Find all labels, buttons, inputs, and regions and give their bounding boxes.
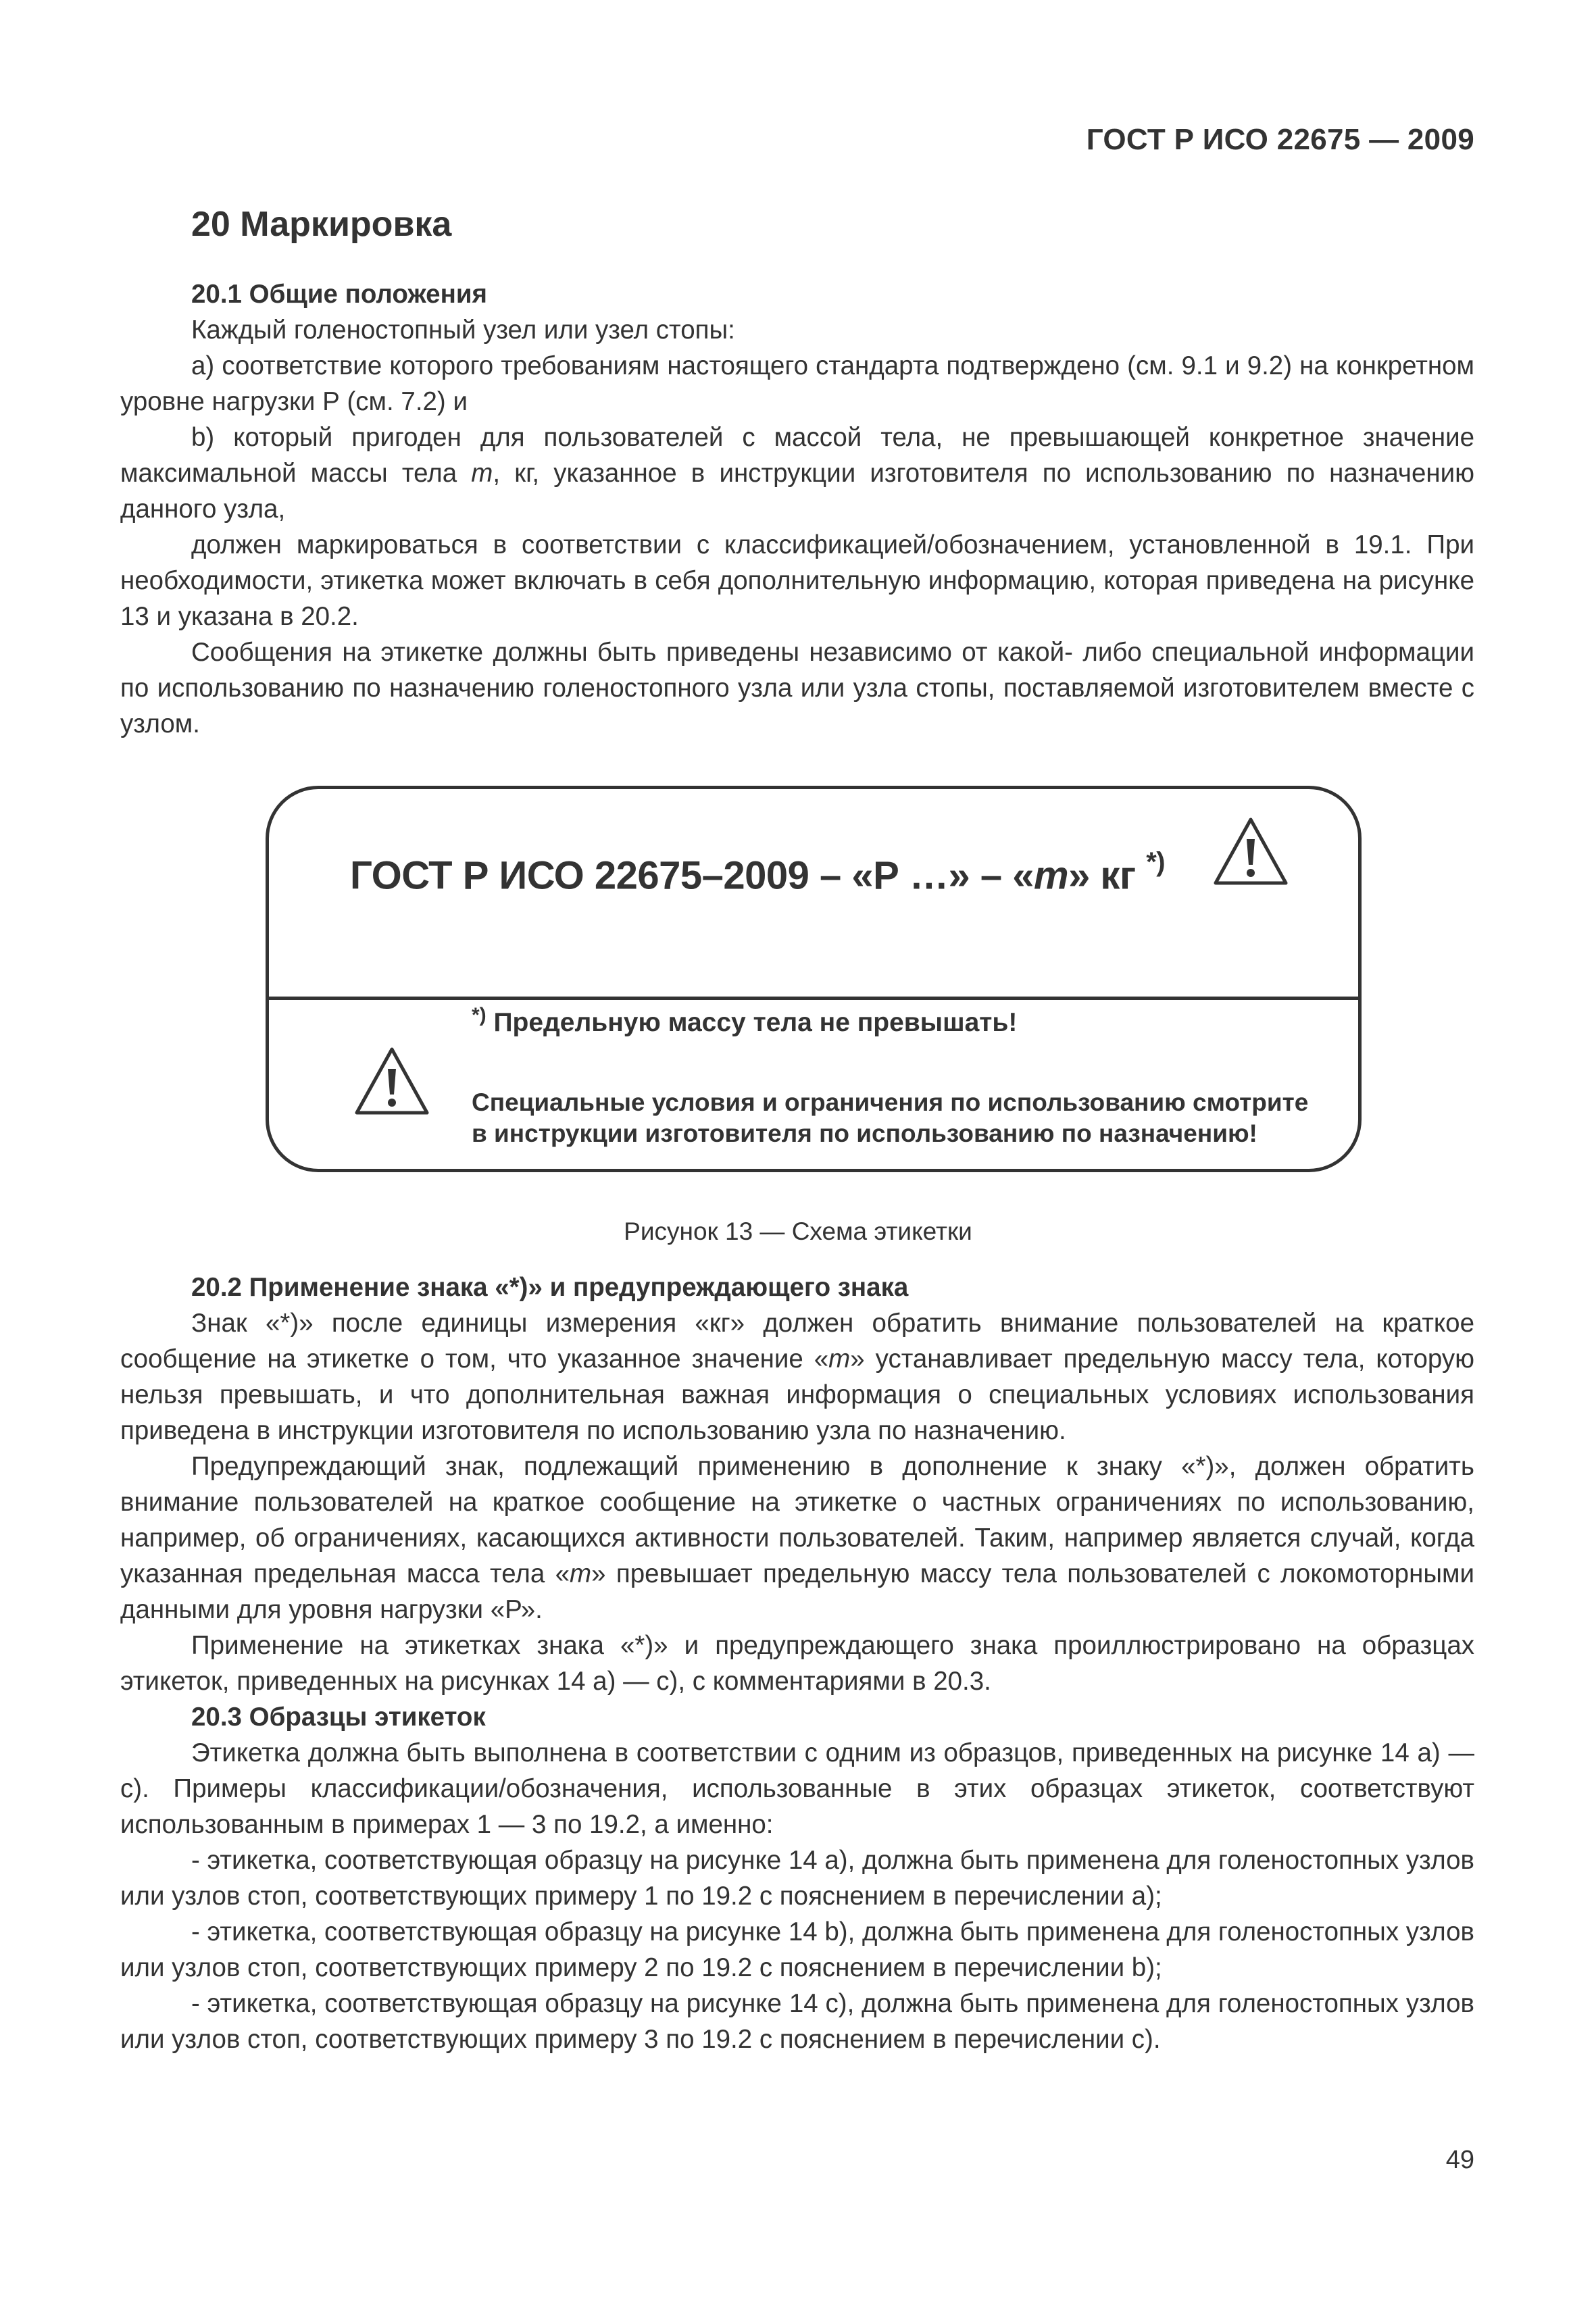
text-run: Предельную массу тела не превышать!: [486, 1008, 1018, 1037]
subsection-heading-20-2: 20.2 Применение знака «*)» и предупреждающего знака: [191, 1273, 909, 1302]
italic-m: m: [471, 459, 493, 488]
figure-caption: Рисунок 13 — Схема этикетки: [624, 1217, 972, 1245]
text-run: , кг, указанное в инструкции изготовителя по использованию по назначению данного узла,: [120, 459, 1474, 524]
text-line: в инструкции изготовителя по использованию по назначению!: [472, 1120, 1257, 1147]
document-header: ГОСТ Р ИСО 22675 — 2009: [1086, 123, 1474, 156]
section-title: 20 Маркировка: [191, 205, 452, 244]
text-run: ГОСТ Р ИСО 22675–2009 – «Р …» – «: [350, 853, 1034, 898]
italic-m: m: [570, 1559, 592, 1588]
section-20-2-20-3: [120, 1269, 1474, 2057]
paragraph: [120, 1305, 1474, 1449]
text-run: » превышает предельную массу тела пользователей с локомоторными данными для уровня нагрузки «Р».: [120, 1559, 1474, 1624]
subsection-heading-20-3: 20.3 Образцы этикеток: [191, 1703, 486, 1732]
list-item: - этикетка, соответствующая образцу на рисунке 14 а), должна быть применена для голеностопных узлов или узлов стоп, соответствующих примеру 1 по 19.2 с пояснением в перечислении а);: [120, 1846, 1475, 1911]
text-line: Специальные условия и ограничения по использованию смотрите: [472, 1088, 1309, 1116]
list-item: - этикетка, соответствующая образцу на рисунке 14 b), должна быть применена для голеностопных узлов или узлов стоп, соответствующих примеру 2 по 19.2 с пояснением в перечислении b);: [120, 1917, 1475, 1982]
text-run: Предупреждающий знак, подлежащий применению в дополнение к знаку «*)», должен обратить внимание пользователей на краткое сообщение на этикетке о частных ограничениях по использованию, например, об ограничениях, касающихся активности пользователей. Таким, например является случай, когда указанная предельная масса тела «: [120, 1452, 1474, 1588]
list-item: - этикетка, соответствующая образцу на рисунке 14 с), должна быть применена для голеностопных узлов или узлов стоп, соответствующих примеру 3 по 19.2 с пояснением в перечислении с).: [120, 1989, 1474, 2054]
paragraph: Каждый голеностопный узел или узел стопы:: [191, 316, 735, 345]
text-run: » устанавливает предельную массу тела, которую нельзя превышать, и что дополнительная важная информация о специальных условиях использования приведена в инструкции изготовителя по использованию узла по назначению.: [120, 1344, 1474, 1445]
paragraph: Сообщения на этикетке должны быть приведены независимо от какой- либо специальной информации по использованию по назначению голеностопного узла или узла стопы, поставляемой изготовителем вместе с узлом.: [120, 638, 1474, 738]
subsection-heading-20-1: 20.1 Общие положения: [191, 280, 487, 309]
paragraph: Этикетка должна быть выполнена в соответствии с одним из образцов, приведенных на рисунке 14 а) — с). Примеры классификации/обозначения, использованные в этих образцах этикеток, соответствуют использованным в примерах 1 — 3 по 19.2, а именно:: [120, 1738, 1474, 1839]
page-number: 49: [1445, 2146, 1474, 2174]
text-run: Знак «*)» после единицы измерения «кг» должен обратить внимание пользователей на краткое сообщение на этикетке о том, что указанное значение «: [120, 1309, 1474, 1374]
warning-triangle-icon: [354, 1046, 430, 1116]
paragraph: [120, 1449, 1474, 1628]
paragraph: должен маркироваться в соответствии с классификацией/обозначением, установленной в 19.1. При необходимости, этикетка может включать в себя дополнительную информацию, которая приведена на рисунке 13 и указана в 20.2.: [120, 530, 1474, 631]
italic-m: m: [828, 1344, 851, 1374]
asterisk-mark: *): [1146, 847, 1166, 877]
label-scheme-figure: [266, 786, 1362, 1172]
asterisk-mark: *): [472, 1004, 487, 1026]
label-special-conditions: [472, 1087, 1308, 1149]
warning-triangle-icon: [1213, 816, 1289, 886]
label-mass-limit-note: [472, 1004, 1017, 1038]
text-run: » кг: [1068, 853, 1147, 898]
section-20-1: [120, 276, 1474, 742]
label-designation: [350, 847, 1166, 898]
label-divider: [269, 997, 1358, 1000]
paragraph: [120, 420, 1474, 527]
text-run: b) который пригоден для пользователей с массой тела, не превышающей конкретное значение максимальной массы тела: [120, 423, 1474, 488]
paragraph: Применение на этикетках знака «*)» и предупреждающего знака проиллюстрировано на образцах этикеток, приведенных на рисунках 14 а) — с), с комментариями в 20.3.: [120, 1631, 1474, 1696]
paragraph: a) соответствие которого требованиям настоящего стандарта подтверждено (см. 9.1 и 9.2) на конкретном уровне нагрузки Р (см. 7.2) и: [120, 351, 1474, 416]
italic-m: m: [1033, 853, 1069, 898]
